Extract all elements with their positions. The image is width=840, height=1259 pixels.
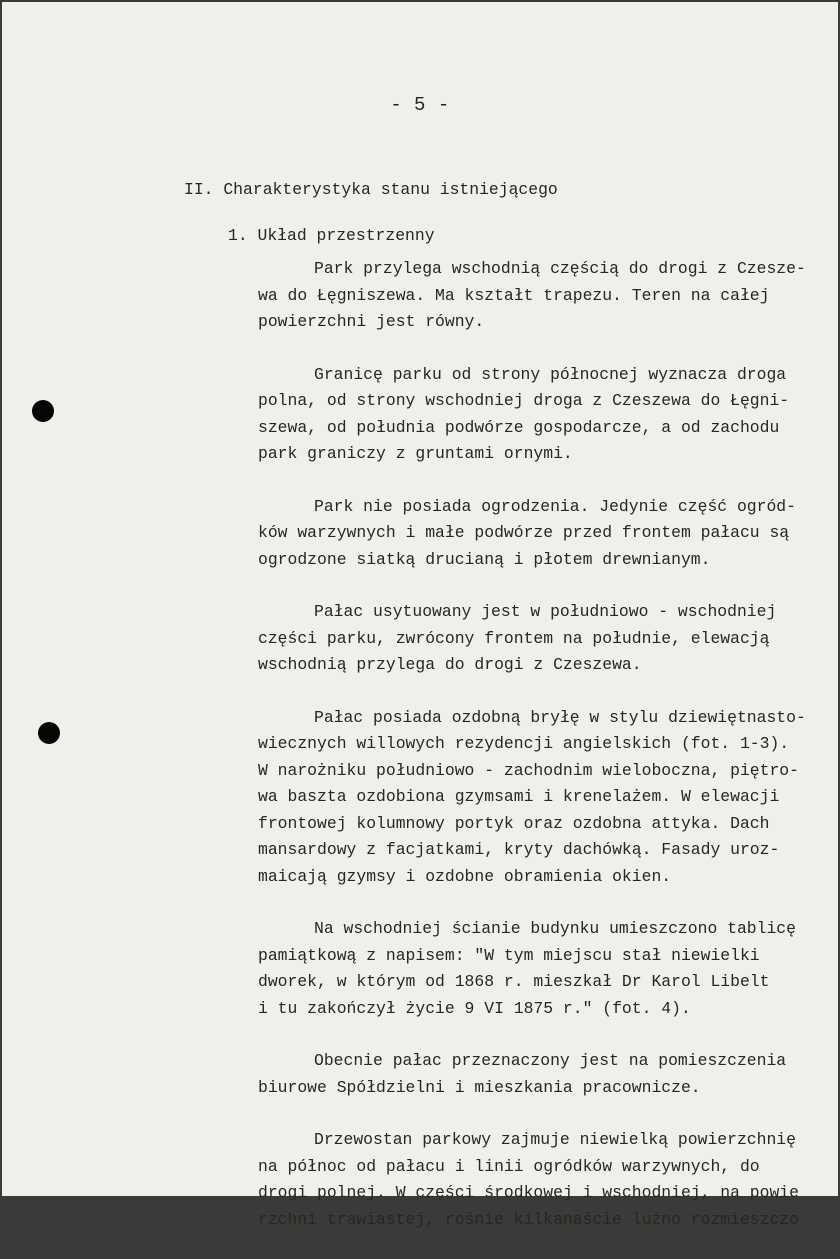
text-line: powierzchni jest równy. xyxy=(258,312,485,331)
text-line: W narożniku południowo - zachodnim wieloboczna, piętro- xyxy=(258,760,799,780)
text-line: wa do Łęgniszewa. Ma kształt trapezu. Teren na całej xyxy=(258,285,770,305)
body-text xyxy=(258,256,818,1259)
text-line: Pałac usytuowany jest w południowo - wschodniej xyxy=(314,602,777,621)
text-line: Obecnie pałac przeznaczony jest na pomieszczenia xyxy=(314,1051,787,1070)
text-line: dworek, w którym od 1868 r. mieszkał Dr Karol Libelt xyxy=(258,972,770,991)
text-line: wiecznych willowych rezydencji angielskich (fot. 1-3). xyxy=(258,734,790,753)
text-line: i tu zakończył życie 9 VI 1875 r." (fot. 4). xyxy=(258,998,691,1018)
punch-hole-icon xyxy=(32,400,54,422)
text-line: wschodnią przylega do drogi z Czeszewa. xyxy=(258,655,642,674)
text-line: rzchni trawiastej, rośnie kilkanaście luźno rozmieszczo xyxy=(258,1209,799,1229)
text-line: wa baszta ozdobiona gzymsami i krenelażem. W elewacji xyxy=(258,787,780,806)
paragraph xyxy=(258,362,818,468)
text-line: polna, od strony wschodniej droga z Czeszewa do Łęgni- xyxy=(258,391,790,410)
text-line: Granicę parku od strony północnej wyznacza droga xyxy=(314,364,787,384)
text-line: Park nie posiada ogrodzenia. Jedynie część ogród- xyxy=(314,496,796,516)
text-line: szewa, od południa podwórze gospodarcze, a od zachodu xyxy=(258,417,780,437)
section-heading: II. Charakterystyka stanu istniejącego xyxy=(184,180,558,199)
text-line: ogrodzone siatką drucianą i płotem drewnianym. xyxy=(258,549,711,569)
text-line: frontowej kolumnowy portyk oraz ozdobna attyka. Dach xyxy=(258,813,770,833)
paragraph xyxy=(258,1127,818,1233)
text-line: Pałac posiada ozdobną bryłę w stylu dziewiętnasto- xyxy=(314,707,806,727)
text-line: Na wschodniej ścianie budynku umieszczono tablicę xyxy=(314,919,796,938)
text-line: drogi polnej. W części środkowej i wschodniej, na powie xyxy=(258,1183,799,1202)
page-number: - 5 - xyxy=(390,94,450,116)
paragraph xyxy=(258,494,818,574)
text-line: Park przylega wschodnią częścią do drogi z Czesze- xyxy=(314,259,806,278)
paragraph xyxy=(258,916,818,1022)
document-page xyxy=(2,2,838,1229)
text-line: maicają gzymsy i ozdobne obramienia okien. xyxy=(258,866,672,886)
subsection-heading: 1. Układ przestrzenny xyxy=(228,226,435,245)
text-line: pamiątkową z napisem: "W tym miejscu stał niewielki xyxy=(258,945,760,965)
punch-hole-icon xyxy=(38,722,60,744)
text-line: biurowe Spółdzielni i mieszkania pracownicze. xyxy=(258,1077,701,1097)
text-line: mansardowy z facjatkami, kryty dachówką. Fasady uroz- xyxy=(258,840,780,859)
text-line: na północ od pałacu i linii ogródków warzywnych, do xyxy=(258,1156,760,1176)
text-line: park graniczy z gruntami ornymi. xyxy=(258,444,573,463)
paragraph xyxy=(258,599,818,679)
paragraph xyxy=(258,1048,818,1101)
text-line: ków warzywnych i małe podwórze przed frontem pałacu są xyxy=(258,523,790,542)
paragraph xyxy=(258,256,818,336)
text-line: części parku, zwrócony frontem na południe, elewacją xyxy=(258,628,770,648)
text-line: Drzewostan parkowy zajmuje niewielką powierzchnię xyxy=(314,1130,796,1149)
paragraph xyxy=(258,705,818,891)
